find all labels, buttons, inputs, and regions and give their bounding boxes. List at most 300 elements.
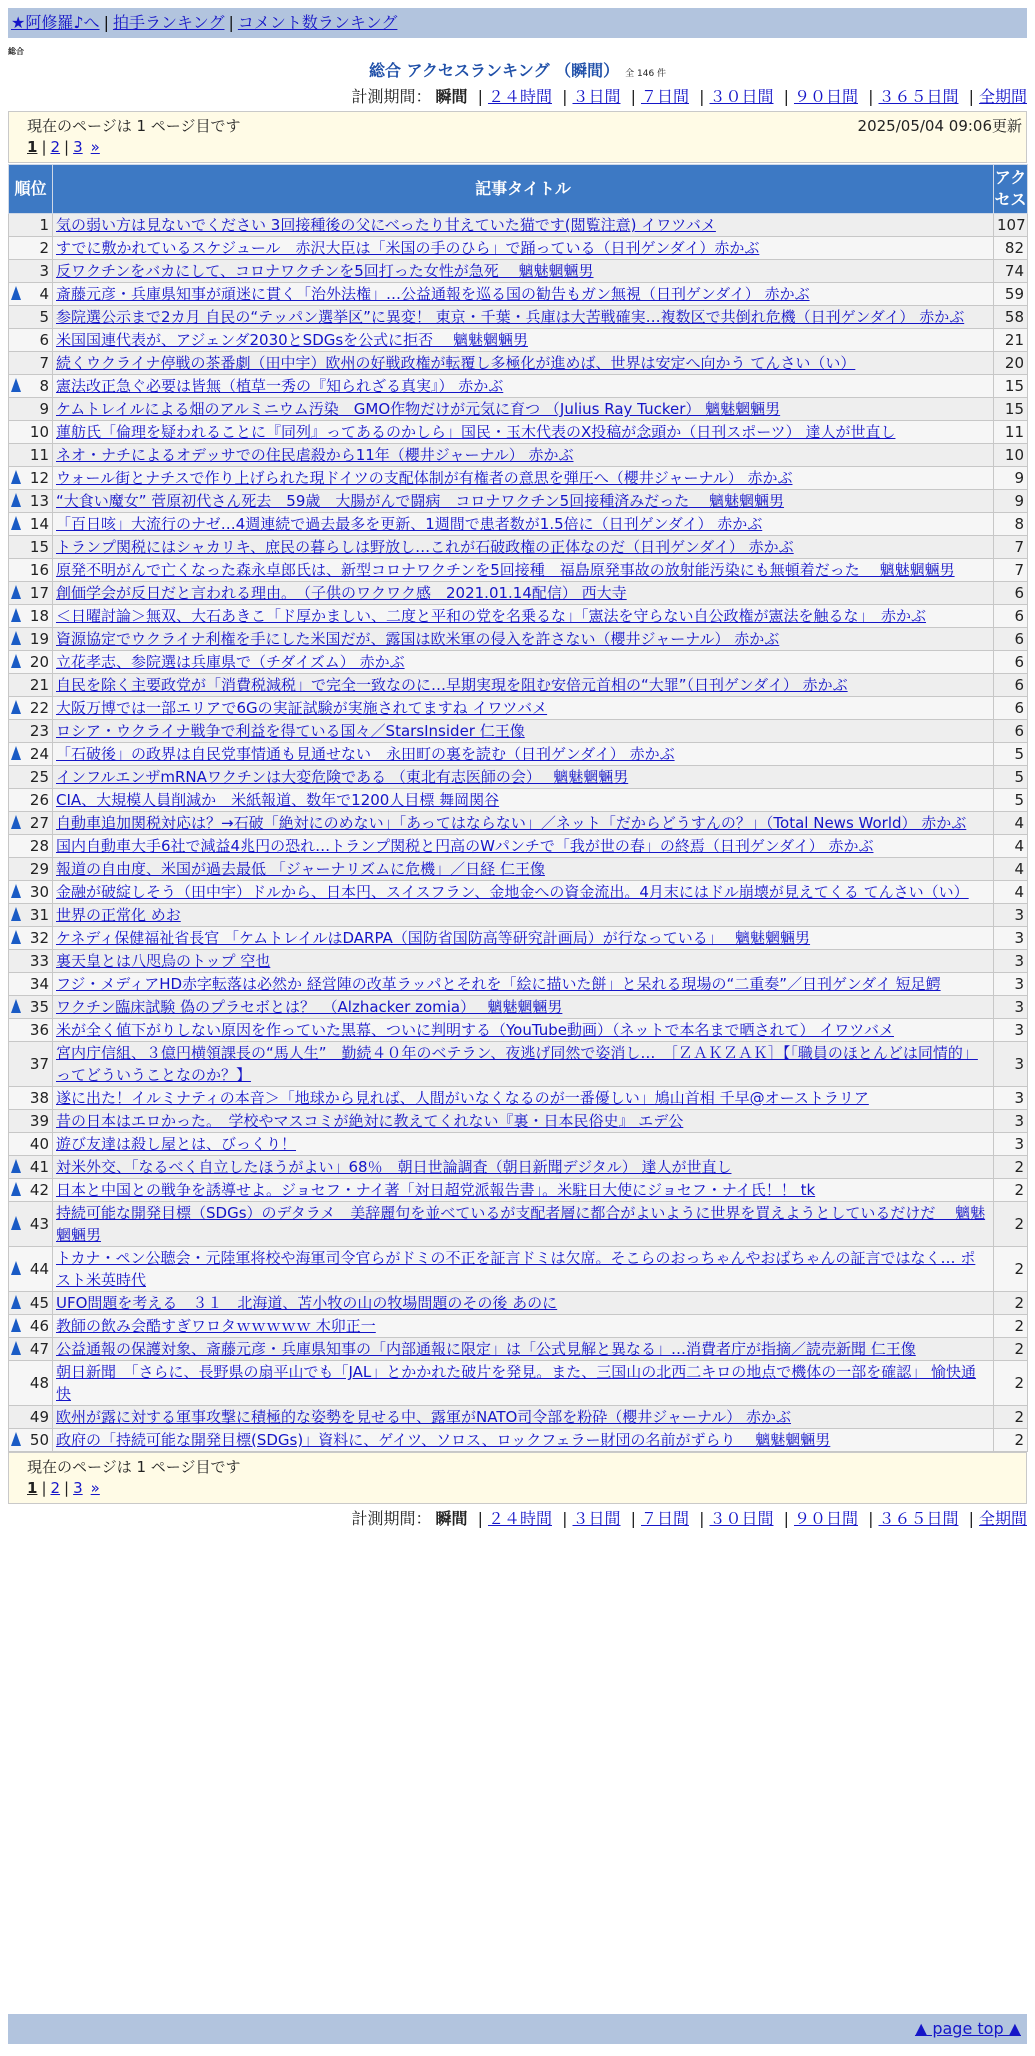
period-link-7d[interactable]: ７日間 (640, 1509, 689, 1528)
pagination: 1 | 2 | 3 » (27, 138, 100, 156)
access-count: 4 (994, 858, 1028, 881)
rank-number: 25 (29, 768, 49, 786)
article-title-link[interactable]: 自民を除く主要政党が「消費税減税」で完全一致なのに…早期実現を阻む安倍元首相の“大罪”（日刊ゲンダイ） 赤かぶ (56, 676, 848, 694)
rank-cell (9, 1247, 53, 1292)
rank-number: 47 (29, 1340, 49, 1358)
page-link-2[interactable]: 2 (50, 1479, 61, 1497)
table-row (9, 812, 1028, 835)
rank-up-arrow-icon (11, 1159, 21, 1173)
table-row (9, 720, 1028, 743)
rank-cell (9, 1315, 53, 1338)
period-link-365d[interactable]: ３６５日間 (878, 1509, 959, 1528)
rank-number: 28 (29, 837, 49, 855)
article-title-link[interactable]: 創価学会が反日だと言われる理由。 （子供のワクワク感 2021.01.14配信） 西大寺 (56, 584, 627, 602)
table-row (9, 559, 1028, 582)
rank-number: 9 (39, 400, 49, 418)
article-title-link[interactable]: 原発不明がんで亡くなった森永卓郎氏は、新型コロナワクチンを5回接種 福島原発事故の放射能汚染にも無頓着だった 魑魅魍魎男 (56, 561, 955, 579)
rank-number: 3 (39, 262, 49, 280)
title-cell (53, 996, 994, 1019)
table-row (9, 421, 1028, 444)
article-title-link[interactable]: 朝日新聞 「さらに、長野県の扇平山でも「JAL」とかかれた破片を発見。また、三国山の北西二キロの地点で機体の一部を確認」 愉快通快 (56, 1363, 977, 1403)
article-title-link[interactable]: ネオ・ナチによるオデッサでの住民虐殺から11年（櫻井ジャーナル） 赤かぶ (56, 446, 574, 464)
article-title-link[interactable]: UFO問題を考える ３１ 北海道、苫小牧の山の牧場問題のその後 あのに (56, 1294, 558, 1312)
rank-number: 16 (29, 561, 49, 579)
rank-cell (9, 858, 53, 881)
article-title-link[interactable]: 持続可能な開発目標（SDGs）のデタラメ 美辞麗句を並べているが支配者層に都合がよいように世界を買えようとしているだけだ 魑魅魍魎男 (56, 1204, 986, 1244)
rank-cell (9, 352, 53, 375)
rank-number: 42 (29, 1181, 49, 1199)
title-cell (53, 858, 994, 881)
access-count: 3 (994, 1133, 1028, 1156)
rank-number: 4 (39, 285, 49, 303)
table-row (9, 1110, 1028, 1133)
table-row (9, 996, 1028, 1019)
title-cell (53, 398, 994, 421)
article-title-link[interactable]: 裏天皇とは八咫烏のトップ 空也 (56, 952, 271, 970)
rank-number: 33 (29, 952, 49, 970)
title-cell (53, 950, 994, 973)
rank-up-arrow-icon (11, 815, 21, 829)
title-cell (53, 1156, 994, 1179)
page-info-top (8, 111, 1027, 163)
rank-up-arrow-icon (11, 470, 21, 484)
page-current: 1 (27, 138, 38, 156)
rank-cell (9, 651, 53, 674)
access-count: 2 (994, 1429, 1028, 1452)
page-top-link[interactable]: ▲ page top ▲ (914, 2019, 1021, 2038)
rank-cell (9, 789, 53, 812)
rank-number: 14 (29, 515, 49, 533)
rank-cell (9, 329, 53, 352)
article-title-link[interactable]: 世界の正常化 めお (56, 906, 181, 924)
rank-number: 20 (29, 653, 49, 671)
rank-number: 5 (39, 308, 49, 326)
rank-cell (9, 1110, 53, 1133)
rank-cell (9, 444, 53, 467)
article-title-link[interactable]: 大阪万博では一部エリアで6Gの実証試験が実施されてますね イワツバメ (56, 699, 548, 717)
rank-cell (9, 996, 53, 1019)
article-title-link[interactable]: 参院選公示まで2カ月 自民の“テッパン選挙区”に異変！ 東京・千葉・兵庫は大苦戦確実…複数区で共倒れ危機（日刊ゲンダイ） 赤かぶ (56, 308, 965, 326)
access-count: 2 (994, 1247, 1028, 1292)
period-link-all[interactable]: 全期間 (978, 1509, 1027, 1528)
article-title-link[interactable]: 気の弱い方は見ないでください 3回接種後の父にべったり甘えていた猫です(閲覧注意) イワツバメ (56, 216, 716, 234)
rank-up-arrow-icon (11, 1341, 21, 1355)
title-cell (53, 1042, 994, 1087)
title-cell (53, 973, 994, 996)
period-link-24h[interactable]: ２４時間 (487, 87, 552, 106)
rank-cell (9, 1406, 53, 1429)
rank-number: 12 (29, 469, 49, 487)
period-link-7d[interactable]: ７日間 (640, 87, 689, 106)
period-link-3d[interactable]: ３日間 (572, 87, 621, 106)
article-title-link[interactable]: 政府の「持続可能な開発目標(SDGs)」資料に、ゲイツ、ソロス、ロックフェラー財団の名前がずらり 魑魅魍魎男 (56, 1431, 831, 1449)
access-count: 107 (994, 214, 1028, 237)
title-cell (53, 1202, 994, 1247)
table-row (9, 1361, 1028, 1406)
rank-up-arrow-icon (11, 1216, 21, 1230)
period-selector-bottom: 計測期間： 瞬間 | ２４時間 | ３日間 | ７日間 | ３０日間 | ９０日間 | ３６５日間 | 全期間 (351, 1509, 1027, 1528)
rank-cell (9, 766, 53, 789)
rank-cell (9, 283, 53, 306)
article-title-link[interactable]: 昔の日本はエロかった。 学校やマスコミが絶対に教えてくれない『裏・日本民俗史』 エデ公 (56, 1112, 684, 1130)
rank-cell (9, 1202, 53, 1247)
article-title-link[interactable]: 立花孝志、参院選は兵庫県で（チダイズム） 赤かぶ (56, 653, 405, 671)
nav-link-comment-ranking[interactable]: コメント数ランキング (237, 13, 398, 32)
title-cell (53, 1338, 994, 1361)
ranking-table (8, 164, 1028, 1452)
article-title-link[interactable]: 続くウクライナ停戦の茶番劇（田中宇）欧州の好戦政権が転覆し多極化が進めば、世界は安定へ向かう てんさい（い） (56, 354, 856, 372)
access-count: 58 (994, 306, 1028, 329)
table-row (9, 1156, 1028, 1179)
article-title-link[interactable]: 資源協定でウクライナ利権を手にした米国だが、露国は欧米軍の侵入を許さない（櫻井ジャーナル） 赤かぶ (56, 630, 780, 648)
title-cell (53, 1315, 994, 1338)
access-count: 8 (994, 513, 1028, 536)
rank-up-arrow-icon (11, 608, 21, 622)
nav-link-asyura[interactable]: ★阿修羅♪へ (11, 13, 100, 32)
rank-number: 34 (29, 975, 49, 993)
period-link-24h[interactable]: ２４時間 (487, 1509, 552, 1528)
page-title: 総合 アクセスランキング （瞬間） (368, 61, 620, 80)
access-count: 6 (994, 697, 1028, 720)
article-title-link[interactable]: 対米外交、「なるべく自立したほうがよい」68％ 朝日世論調査（朝日新聞デジタル） 達人が世直し (56, 1158, 732, 1176)
rank-cell (9, 1292, 53, 1315)
title-cell (53, 513, 994, 536)
title-cell (53, 283, 994, 306)
article-title-link[interactable]: 金融が破綻しそう（田中宇）ドルから、日本円、スイスフラン、金地金への資金流出。4月末にはドル崩壊が見えてくる てんさい（い） (56, 883, 969, 901)
rank-cell (9, 237, 53, 260)
period-link-90d[interactable]: ９０日間 (793, 1509, 858, 1528)
article-title-link[interactable]: 日本と中国との戦争を誘導せよ。ジョセフ・ナイ著「対日超党派報告書」。米駐日大使にジョセフ・ナイ氏！！ tk (56, 1181, 816, 1199)
rank-number: 38 (29, 1089, 49, 1107)
pagination: 1 | 2 | 3 » (27, 1479, 100, 1497)
article-title-link[interactable]: フジ・メディアHD赤字転落は必然か 経営陣の改革ラッパとそれを「絵に描いた餅」と呆れる現場の“二重奏”／日刊ゲンダイ 短足鰐 (56, 975, 941, 993)
access-count: 4 (994, 881, 1028, 904)
access-count: 3 (994, 973, 1028, 996)
title-cell (53, 329, 994, 352)
rank-number: 45 (29, 1294, 49, 1312)
ranking-table-body (9, 214, 1028, 1452)
article-title-link[interactable]: 国内自動車大手6社で減益4兆円の恐れ…トランプ関税と円高のWパンチで「我が世の春」の終焉（日刊ゲンダイ） 赤かぶ (56, 837, 874, 855)
rank-cell (9, 582, 53, 605)
article-title-link[interactable]: 憲法改正急ぐ必要は皆無（植草一秀の『知られざる真実』） 赤かぶ (56, 377, 504, 395)
rank-cell (9, 306, 53, 329)
title-cell (53, 720, 994, 743)
nav-link-applause-ranking[interactable]: 拍手ランキング (112, 13, 225, 32)
table-row (9, 467, 1028, 490)
rank-cell (9, 559, 53, 582)
article-title-link[interactable]: 米国国連代表が、アジェンダ2030とSDGsを公式に拒否 魑魅魍魎男 (56, 331, 528, 349)
title-cell (53, 1429, 994, 1452)
rank-cell (9, 927, 53, 950)
table-row (9, 858, 1028, 881)
rank-cell (9, 605, 53, 628)
footer-bar (8, 2014, 1027, 2044)
access-count: 7 (994, 536, 1028, 559)
table-row (9, 835, 1028, 858)
rank-number: 23 (29, 722, 49, 740)
rank-up-arrow-icon (11, 1261, 21, 1275)
title-cell (53, 1133, 994, 1156)
rank-number: 8 (39, 377, 49, 395)
rank-up-arrow-icon (11, 585, 21, 599)
table-row (9, 306, 1028, 329)
rank-up-arrow-icon (11, 907, 21, 921)
access-count: 20 (994, 352, 1028, 375)
header-title: 記事タイトル (53, 165, 994, 214)
period-link-3d[interactable]: ３日間 (572, 1509, 621, 1528)
article-title-link[interactable]: 米が全く値下がりしない原因を作っていた黒幕、ついに判明する（YouTube動画）（ネットで本名まで晒されて） イワツバメ (56, 1021, 894, 1039)
article-title-link[interactable]: すでに敷かれているスケジュール 赤沢大臣は「米国の手のひら」で踊っている（日刊ゲンダイ）赤かぶ (56, 239, 760, 257)
access-count: 2 (994, 1179, 1028, 1202)
rank-number: 27 (29, 814, 49, 832)
access-count: 15 (994, 398, 1028, 421)
article-title-link[interactable]: ケネディ保健福祉省長官 「ケムトレイルはDARPA（国防省国防高等研究計画局）が行なっている」 魑魅魍魎男 (56, 929, 811, 947)
article-title-link[interactable]: トランプ関税にはシャカリキ、庶民の暮らしは野放し…これが石破政権の正体なのだ（日刊ゲンダイ） 赤かぶ (56, 538, 794, 556)
article-title-link[interactable]: 遊び友達は殺し屋とは、びっくり！ (56, 1135, 297, 1153)
table-row (9, 398, 1028, 421)
title-cell (53, 582, 994, 605)
article-title-link[interactable]: 蓮舫氏「倫理を疑われることに『同列』ってあるのかしら」国民・玉木代表のX投稿が念頭か（日刊スポーツ） 達人が世直し (56, 423, 896, 441)
table-header-row (9, 165, 1028, 214)
table-row (9, 536, 1028, 559)
title-cell (53, 421, 994, 444)
article-title-link[interactable]: ワクチン臨床試験 偽のプラセボとは？ （Alzhacker zomia） 魑魅魍魎男 (56, 998, 563, 1016)
article-title-link[interactable]: 欧州が露に対する軍事攻撃に積極的な姿勢を見せる中、露軍がNATO司令部を粉砕（櫻井ジャーナル） 赤かぶ (56, 1408, 792, 1426)
rank-number: 29 (29, 860, 49, 878)
title-cell (53, 536, 994, 559)
title-cell (53, 306, 994, 329)
article-title-link[interactable]: ＜日曜討論＞無双、大石あきこ「ド厚かましい、二度と平和の党を名乗るな」「憲法を守らない自公政権が憲法を触るな」 赤かぶ (56, 607, 927, 625)
rank-number: 32 (29, 929, 49, 947)
access-count: 59 (994, 283, 1028, 306)
rank-cell (9, 720, 53, 743)
title-cell (53, 697, 994, 720)
access-count: 2 (994, 1361, 1028, 1406)
rank-cell (9, 674, 53, 697)
title-cell (53, 352, 994, 375)
current-page-text: 現在のページは 1 ページ目です (27, 1458, 241, 1476)
access-count: 3 (994, 1019, 1028, 1042)
rank-up-arrow-icon (11, 700, 21, 714)
rank-number: 6 (39, 331, 49, 349)
top-nav-bar (8, 8, 1027, 38)
table-row (9, 1338, 1028, 1361)
access-count: 74 (994, 260, 1028, 283)
rank-cell (9, 1361, 53, 1406)
table-row (9, 651, 1028, 674)
table-row (9, 904, 1028, 927)
article-title-link[interactable]: CIA、大規模人員削減か 米紙報道、数年で1200人目標 舞岡関谷 (56, 791, 500, 809)
table-row (9, 743, 1028, 766)
article-title-link[interactable]: “大食い魔女” 菅原初代さん死去 59歳 大腸がんで闘病 コロナワクチン5回接種済みだった 魑魅魍魎男 (56, 492, 784, 510)
access-count: 3 (994, 950, 1028, 973)
title-cell (53, 628, 994, 651)
access-count: 4 (994, 812, 1028, 835)
page-link-3[interactable]: 3 (73, 1479, 83, 1497)
period-link-all[interactable]: 全期間 (978, 87, 1027, 106)
article-title-link[interactable]: トカナ・ペン公聴会・元陸軍将校や海軍司令官らがドミの不正を証言ドミは欠席。そこらのおっちゃんやおばちゃんの証言ではなく… ポスト米英時代 (56, 1249, 976, 1289)
rank-number: 50 (29, 1431, 49, 1449)
title-cell (53, 904, 994, 927)
access-count: 10 (994, 444, 1028, 467)
rank-up-arrow-icon (11, 746, 21, 760)
period-label: 計測期間： (351, 1509, 432, 1528)
rank-cell (9, 812, 53, 835)
access-count: 2 (994, 1156, 1028, 1179)
title-cell (53, 467, 994, 490)
access-count: 6 (994, 628, 1028, 651)
rank-up-arrow-icon (11, 1432, 21, 1446)
table-row (9, 214, 1028, 237)
period-link-30d[interactable]: ３０日間 (709, 1509, 774, 1528)
rank-number: 48 (29, 1374, 49, 1392)
rank-cell (9, 214, 53, 237)
table-row (9, 1406, 1028, 1429)
title-cell (53, 1247, 994, 1292)
period-link-90d[interactable]: ９０日間 (793, 87, 858, 106)
rank-number: 40 (29, 1135, 49, 1153)
rank-cell (9, 490, 53, 513)
table-row (9, 375, 1028, 398)
table-row (9, 1315, 1028, 1338)
title-cell (53, 651, 994, 674)
article-title-link[interactable]: インフルエンザmRNAワクチンは大変危険である （東北有志医師の会） 魑魅魍魎男 (56, 768, 629, 786)
rank-cell (9, 973, 53, 996)
table-row (9, 881, 1028, 904)
article-title-link[interactable]: 遂に出た！イルミナティの本音＞「地球から見れば、人間がいなくなるのが一番優しい」鳩山首相 千早@オーストラリア (56, 1089, 869, 1107)
article-title-link[interactable]: ウォール街とナチスで作り上げられた現ドイツの支配体制が有権者の意思を弾圧へ（櫻井ジャーナル） 赤かぶ (56, 469, 793, 487)
rank-cell (9, 904, 53, 927)
access-count: 15 (994, 375, 1028, 398)
period-link-30d[interactable]: ３０日間 (709, 87, 774, 106)
period-current: 瞬間 (435, 1509, 468, 1528)
rank-number: 19 (29, 630, 49, 648)
table-row (9, 237, 1028, 260)
table-row (9, 1087, 1028, 1110)
rank-cell (9, 1429, 53, 1452)
access-count: 2 (994, 1406, 1028, 1429)
rank-number: 2 (39, 239, 49, 257)
rank-cell (9, 1087, 53, 1110)
rank-cell (9, 743, 53, 766)
page-link-2[interactable]: 2 (50, 138, 61, 156)
rank-number: 18 (29, 607, 49, 625)
access-count: 3 (994, 1042, 1028, 1087)
table-row (9, 329, 1028, 352)
table-row (9, 260, 1028, 283)
title-cell (53, 789, 994, 812)
rank-cell (9, 421, 53, 444)
table-row (9, 444, 1028, 467)
header-access: アクセス (994, 165, 1028, 214)
rank-up-arrow-icon (11, 1182, 21, 1196)
title-cell (53, 674, 994, 697)
access-count: 2 (994, 1292, 1028, 1315)
article-title-link[interactable]: 反ワクチンをバカにして、コロナワクチンを5回打った女性が急死 魑魅魍魎男 (56, 262, 594, 280)
article-title-link[interactable]: ロシア・ウクライナ戦争で利益を得ている国々／StarsInsider 仁王像 (56, 722, 525, 740)
table-row (9, 766, 1028, 789)
title-cell (53, 214, 994, 237)
rank-cell (9, 536, 53, 559)
title-cell (53, 927, 994, 950)
title-cell (53, 1292, 994, 1315)
article-title-link[interactable]: 自動車追加関税対応は？→石破「絶対にのめない」「あってはならない」／ネット「だからどうすんの？」（Total News World） 赤かぶ (56, 814, 967, 832)
category-label: 総合 (8, 47, 24, 56)
article-title-link[interactable]: 報道の自由度、米国が過去最低 「ジャーナリズムに危機」／日経 仁王像 (56, 860, 545, 878)
rank-cell (9, 835, 53, 858)
rank-number: 11 (29, 446, 49, 464)
access-count: 3 (994, 1087, 1028, 1110)
title-cell (53, 881, 994, 904)
title-cell (53, 1087, 994, 1110)
period-link-365d[interactable]: ３６５日間 (878, 87, 959, 106)
access-count: 5 (994, 766, 1028, 789)
page-next-link[interactable]: » (90, 138, 100, 156)
access-count: 9 (994, 490, 1028, 513)
title-cell (53, 1361, 994, 1406)
rank-cell (9, 1156, 53, 1179)
access-count: 11 (994, 421, 1028, 444)
access-count: 2 (994, 1338, 1028, 1361)
rank-number: 22 (29, 699, 49, 717)
table-row (9, 490, 1028, 513)
period-label: 計測期間： (351, 87, 432, 106)
article-title-link[interactable]: 「石破後」の政界は自民党事情通も見通せない 永田町の裏を読む（日刊ゲンダイ） 赤かぶ (56, 745, 675, 763)
table-row (9, 605, 1028, 628)
rank-cell (9, 398, 53, 421)
rank-cell (9, 260, 53, 283)
article-title-link[interactable]: ケムトレイルによる畑のアルミニウム汚染 GMO作物だけが元気に育つ （Julius Ray Tucker） 魑魅魍魎男 (56, 400, 781, 418)
rank-cell (9, 1133, 53, 1156)
article-title-link[interactable]: 斎藤元彦・兵庫県知事が頑迷に貫く「治外法権」…公益通報を巡る国の勧告もガン無視（日刊ゲンダイ） 赤かぶ (56, 285, 810, 303)
rank-cell (9, 467, 53, 490)
title-cell (53, 605, 994, 628)
rank-cell (9, 1019, 53, 1042)
access-count: 4 (994, 835, 1028, 858)
article-title-link[interactable]: 「百日咳」大流行のナゼ…4週連続で過去最多を更新、1週間で患者数が1.5倍に（日刊ゲンダイ） 赤かぶ (56, 515, 763, 533)
title-cell (53, 1179, 994, 1202)
rank-up-arrow-icon (11, 378, 21, 392)
rank-number: 41 (29, 1158, 49, 1176)
nav-separator: | (228, 13, 234, 32)
rank-up-arrow-icon (11, 1318, 21, 1332)
access-count: 3 (994, 996, 1028, 1019)
article-title-link[interactable]: 公益通報の保護対象、斎藤元彦・兵庫県知事の「内部通報に限定」は「公式見解と異なる」…消費者庁が指摘／読売新聞 仁王像 (56, 1340, 916, 1358)
page-info-bottom (8, 1452, 1027, 1504)
table-row (9, 1042, 1028, 1087)
rank-cell (9, 1042, 53, 1087)
rank-cell (9, 375, 53, 398)
table-row (9, 1202, 1028, 1247)
access-count: 3 (994, 927, 1028, 950)
page-link-3[interactable]: 3 (73, 138, 83, 156)
access-count: 3 (994, 904, 1028, 927)
rank-number: 1 (39, 216, 49, 234)
table-row (9, 513, 1028, 536)
rank-up-arrow-icon (11, 999, 21, 1013)
period-selector-top: 計測期間： 瞬間 | ２４時間 | ３日間 | ７日間 | ３０日間 | ９０日間 | ３６５日間 | 全期間 (351, 87, 1027, 106)
updated-timestamp: 2025/05/04 09:06更新 (857, 117, 1022, 135)
rank-up-arrow-icon (11, 516, 21, 530)
rank-number: 39 (29, 1112, 49, 1130)
article-title-link[interactable]: 教師の飲み会酷すぎワロタｗｗｗｗｗ 木卯正一 (56, 1317, 376, 1335)
rank-cell (9, 950, 53, 973)
article-title-link[interactable]: 宮内庁信組、３億円横領課長の“馬人生” 勤続４０年のベテラン、夜逃げ同然で姿消し… ［ＺＡＫＺＡＫ］【「職員のほとんどは同情的」ってどういうことなのか？】 (56, 1044, 978, 1084)
rank-cell (9, 628, 53, 651)
rank-up-arrow-icon (11, 654, 21, 668)
rank-number: 26 (29, 791, 49, 809)
page-next-link[interactable]: » (90, 1479, 100, 1497)
